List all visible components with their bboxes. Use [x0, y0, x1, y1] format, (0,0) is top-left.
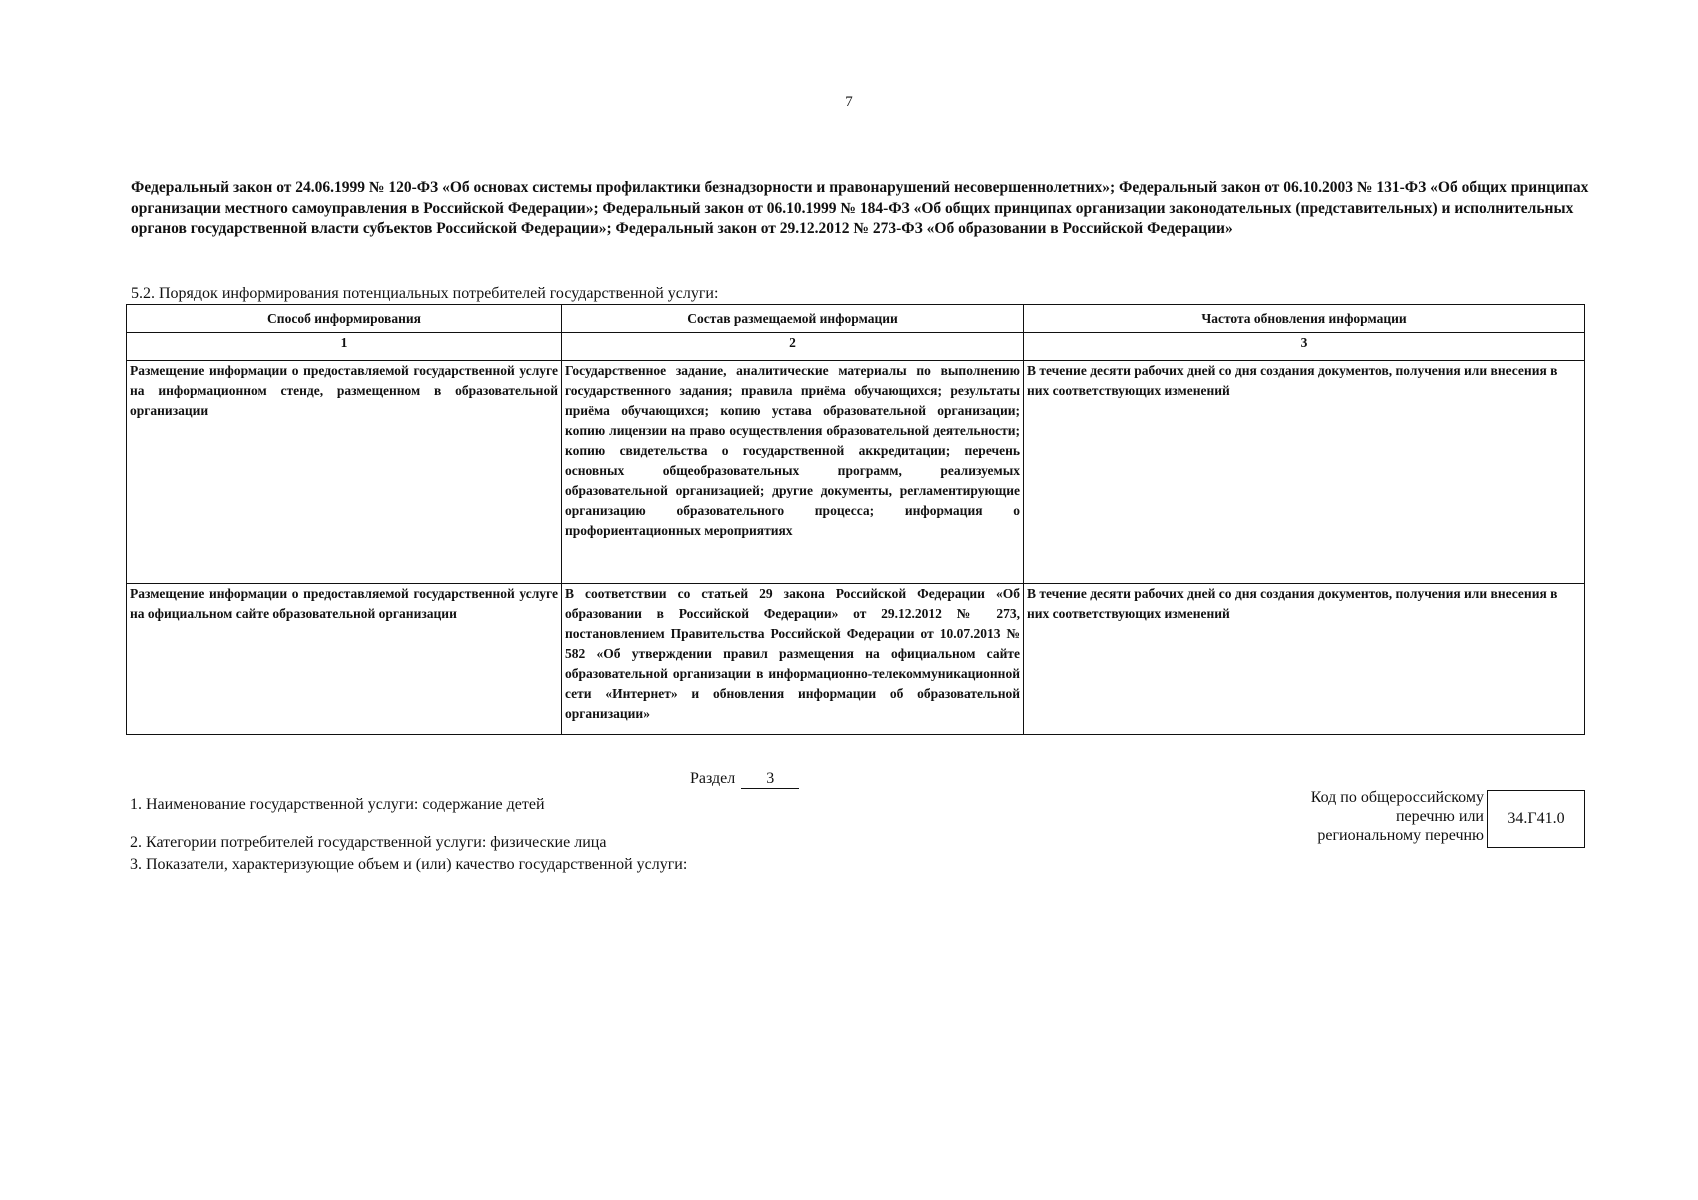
- header-content: Состав размещаемой информации: [562, 305, 1024, 333]
- section-5-2-heading: 5.2. Порядок информирования потенциальных потребителей государственной услуги:: [131, 285, 719, 302]
- code-label: [1240, 788, 1484, 845]
- section-number: 3: [741, 770, 799, 789]
- table-header-row: [127, 305, 1585, 333]
- cell-content: В соответствии со статьей 29 закона Российской Федерации «Об образовании в Российской Федерации» от 29.12.2012 № 273, постановлением Правительства Российской Федерации от 10.07.2013 № 582 «Об утверждении правил размещения на официальном сайте образовательной организации в информационно-телекоммуникационной сети «Интернет» и обновления информации об образовательной организации»: [562, 584, 1024, 735]
- cell-method: Размещение информации о предоставляемой государственной услуге на информационном стенде, размещенном в образовательной организации: [127, 361, 562, 584]
- code-label-line: региональному перечню: [1317, 827, 1484, 844]
- section-title: [690, 770, 799, 789]
- column-number: 3: [1024, 333, 1585, 361]
- column-number: 2: [562, 333, 1024, 361]
- code-label-line: перечню или: [1395, 808, 1484, 825]
- cell-content: Государственное задание, аналитические материалы по выполнению государственного задания; правила приёма обучающихся; результаты приёма обучающихся; копию устава образовательной организации; копию лицензии на право осуществления образовательной деятельности; копию свидетельства о государственной аккредитации; перечень основных общеобразовательных программ, реализуемых образовательной организацией; другие документы, регламентирующие организацию образовательного процесса; информация о профориентационных мероприятиях: [562, 361, 1024, 584]
- cell-frequency: В течение десяти рабочих дней со дня создания документов, получения или внесения в них соответствующих изменений: [1024, 361, 1585, 584]
- table-row: [127, 361, 1585, 584]
- column-number-row: [127, 333, 1585, 361]
- informing-table: [126, 304, 1585, 735]
- cell-method: Размещение информации о предоставляемой государственной услуге на официальном сайте образовательной организации: [127, 584, 562, 735]
- section-label: Раздел: [690, 770, 736, 787]
- code-value-box: [1487, 790, 1585, 848]
- indicators-line: 3. Показатели, характеризующие объем и (или) качество государственной услуги:: [130, 856, 688, 873]
- table-row: [127, 584, 1585, 735]
- consumer-category-line: 2. Категории потребителей государственной услуги: физические лица: [130, 834, 607, 851]
- page-number: 7: [845, 94, 853, 110]
- code-value: 34.Г41.0: [1507, 810, 1565, 827]
- service-name-line: 1. Наименование государственной услуги: содержание детей: [130, 796, 545, 813]
- header-method: Способ информирования: [127, 305, 562, 333]
- code-label-line: Код по общероссийскому: [1310, 789, 1484, 806]
- header-frequency: Частота обновления информации: [1024, 305, 1585, 333]
- legal-basis-text: Федеральный закон от 24.06.1999 № 120-ФЗ «Об основах системы профилактики безнадзорности и правонарушений несовершеннолетних»; Федеральный закон от 06.10.2003 № 131-ФЗ «Об общих принципах организации местного самоуправления в Российской Федерации»; Федеральный закон от 06.10.1999 № 184-ФЗ «Об общих принципах организации законодательных (представительных) и исполнительных органов государственной власти субъектов Российской Федерации»; Федеральный закон от 29.12.2012 № 273-ФЗ «Об образовании в Российской Федерации»: [131, 179, 1589, 237]
- cell-frequency: В течение десяти рабочих дней со дня создания документов, получения или внесения в них соответствующих изменений: [1024, 584, 1585, 735]
- column-number: 1: [127, 333, 562, 361]
